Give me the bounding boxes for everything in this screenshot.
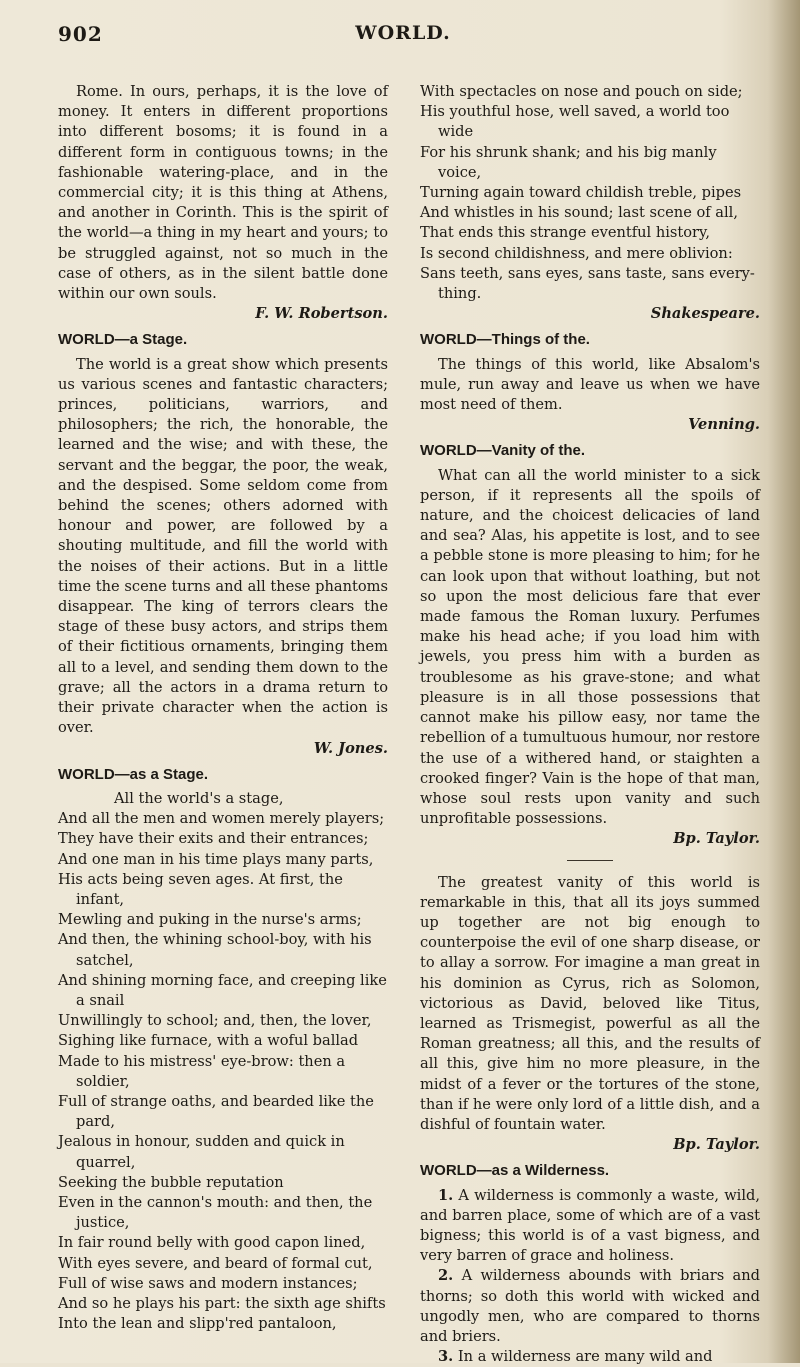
verse-line: Turning again toward childish treble, pipes xyxy=(420,184,742,202)
verse-line: Made to his mistress' eye-brow: then a soldier, xyxy=(58,1052,346,1090)
verse-line: Seeking the bubble reputation xyxy=(58,1173,284,1191)
heading-world-a-stage: WORLD—a Stage. xyxy=(58,331,188,349)
verse-line: Is second childishness, and mere oblivion: xyxy=(420,244,733,262)
verse-line: And one man in his time plays many parts, xyxy=(58,850,374,868)
item-text: A wilderness abounds with briars and thorns; so doth this world with wicked and ungodly men, who are compared to thorns and briers. xyxy=(420,1267,760,1345)
item-number: 1. xyxy=(438,1186,454,1204)
verse-line: Full of strange oaths, and bearded like the pard, xyxy=(58,1092,374,1131)
attribution-taylor-2: Bp. Taylor. xyxy=(673,1136,760,1154)
verse-line: Full of wise saws and modern instances; xyxy=(58,1274,358,1292)
vanity-paragraph-2: The greatest vanity of this world is remarkable in this, that all its joys summed up together are not big enough to counterpoise the evil of one sharp disease, or to allay a sorrow. For imagine a man great in his dominion as Cyrus, rich as Solomon, victorious as David, beloved like Titus, learned as Trismegist, powerful as all the Roman greatness; all this, and the results of all this, give him no more pleasure, in the midst of a fever or the tortures of the stone, than if he were only lord of a little dish, and a dishful of fountain water. xyxy=(420,873,760,1133)
verse-line: Jealous in honour, sudden and quick in quarrel, xyxy=(58,1133,345,1171)
verse-line: Sighing like furnace, with a woful ballad xyxy=(58,1032,359,1050)
numbered-item xyxy=(420,1186,760,1267)
vanity-paragraph-1: What can all the world minister to a sick person, if it represents all the spoils of nature, and the choicest delicacies of land and sea? Alas, his appetite is lost, and to see a pebble stone is more pleasing to him; for he can look upon that without loathing, but not so upon the most delicious fare that ever made famous the Roman luxury. Perfumes make his head ache; if you load him with jewels, you press him with a burden as troublesome as his grave-stone; and what pleasure is in all those possessions that cannot make his pillow easy, nor tame the rebellion of a tumultuous humour, nor restore the use of a withered hand, or staighten a crooked finger? Vain is the hope of that man, whose soul rests upon vanity and such unprofitable possessions. xyxy=(420,466,760,828)
page-header xyxy=(58,22,748,58)
verse-line: All the world's a stage, xyxy=(114,789,284,807)
item-text: In a wilderness are many wild and xyxy=(457,1348,713,1366)
item-number: 3. xyxy=(438,1348,454,1366)
shakespeare-verse-right xyxy=(420,82,760,304)
running-title: WORLD. xyxy=(355,22,451,44)
verse-line: Even in the cannon's mouth: and then, the justice, xyxy=(58,1193,373,1232)
shakespeare-verse-left xyxy=(58,789,388,1334)
attribution-venning: Venning. xyxy=(688,416,760,434)
verse-line: Mewling and puking in the nurse's arms; xyxy=(58,911,362,929)
numbered-item xyxy=(420,1347,760,1367)
attribution-jones: W. Jones. xyxy=(313,739,388,757)
verse-line: His youthful hose, well saved, a world too wide xyxy=(420,103,730,141)
item-text: A wilderness is commonly a waste, wild, and barren place, some of which are of a vast bigness; this world is of a vast bigness, and very barren of grace and holiness. xyxy=(420,1186,760,1265)
verse-line: That ends this strange eventful history, xyxy=(420,224,710,242)
verse-line: They have their exits and their entrances; xyxy=(58,830,369,848)
attribution-robertson: F. W. Robertson. xyxy=(255,305,388,323)
heading-vanity-of-the-world: WORLD—Vanity of the. xyxy=(420,442,585,460)
heading-things-of-the-world: WORLD—Things of the. xyxy=(420,331,590,349)
left-column xyxy=(58,82,388,1334)
robertson-paragraph: Rome. In ours, perhaps, it is the love of money. It enters in different proportions into different bosoms; it is found in a different form in contiguous towns; in the fashionable watering-place, and in the commercial city; it is this thing at Athens, and another in Corinth. This is the spirit of the world—a thing in my heart and yours; to be struggled against, not so much in the case of others, as in the silent battle done within our own souls. xyxy=(58,83,388,303)
verse-line: Into the lean and slipp'red pantaloon, xyxy=(58,1315,337,1333)
item-number: 2. xyxy=(438,1267,454,1285)
right-column xyxy=(420,82,760,1367)
heading-world-as-a-stage: WORLD—as a Stage. xyxy=(58,765,209,783)
page-number: 902 xyxy=(58,22,103,46)
attribution-shakespeare: Shakespeare. xyxy=(650,305,760,323)
heading-world-as-wilderness: WORLD—as a Wilderness. xyxy=(420,1162,610,1180)
world-stage-paragraph: The world is a great show which presents us various scenes and fantastic characters; princes, politicians, warriors, and philosophers; the rich, the honorable, the learned and the wise; and with these, the servant and the beggar, the poor, the weak, and the despised. Some seldom come from behind the scenes; others adorned with honour and power, are followed by a shouting multitude, and fill the world with the noises of their actions. But in a little time the scene turns and all these phantoms disappear. The king of terrors clears the stage of these busy actors, and strips them of their fictitious ornaments, bringing them all to a level, and sending them down to the grave; all the actors in a drama return to their private character when the action is over. xyxy=(58,355,388,737)
verse-line: And then, the whining school-boy, with his satchel, xyxy=(58,931,372,969)
things-paragraph: The things of this world, like Absalom's mule, run away and leave us when we have most need of them. xyxy=(420,355,760,414)
verse-line: And shining morning face, and creeping like a snail xyxy=(58,971,387,1009)
verse-line: His acts being seven ages. At first, the infant, xyxy=(58,870,343,908)
verse-line: And so he plays his part: the sixth age shifts xyxy=(58,1294,386,1312)
attribution-taylor-1: Bp. Taylor. xyxy=(673,830,760,848)
verse-line: And whistles in his sound; last scene of all, xyxy=(420,204,738,222)
verse-line: With spectacles on nose and pouch on side; xyxy=(420,83,743,100)
verse-line: With eyes severe, and beard of formal cut, xyxy=(58,1254,373,1272)
numbered-item xyxy=(420,1266,760,1347)
verse-line: And all the men and women merely players; xyxy=(58,810,385,828)
verse-line: Sans teeth, sans eyes, sans taste, sans every-thing. xyxy=(420,264,755,303)
verse-line: Unwillingly to school; and, then, the lover, xyxy=(58,1012,372,1030)
verse-line: In fair round belly with good capon lined, xyxy=(58,1234,366,1252)
verse-line: For his shrunk shank; and his big manly voice, xyxy=(420,143,717,181)
section-divider xyxy=(567,860,613,861)
